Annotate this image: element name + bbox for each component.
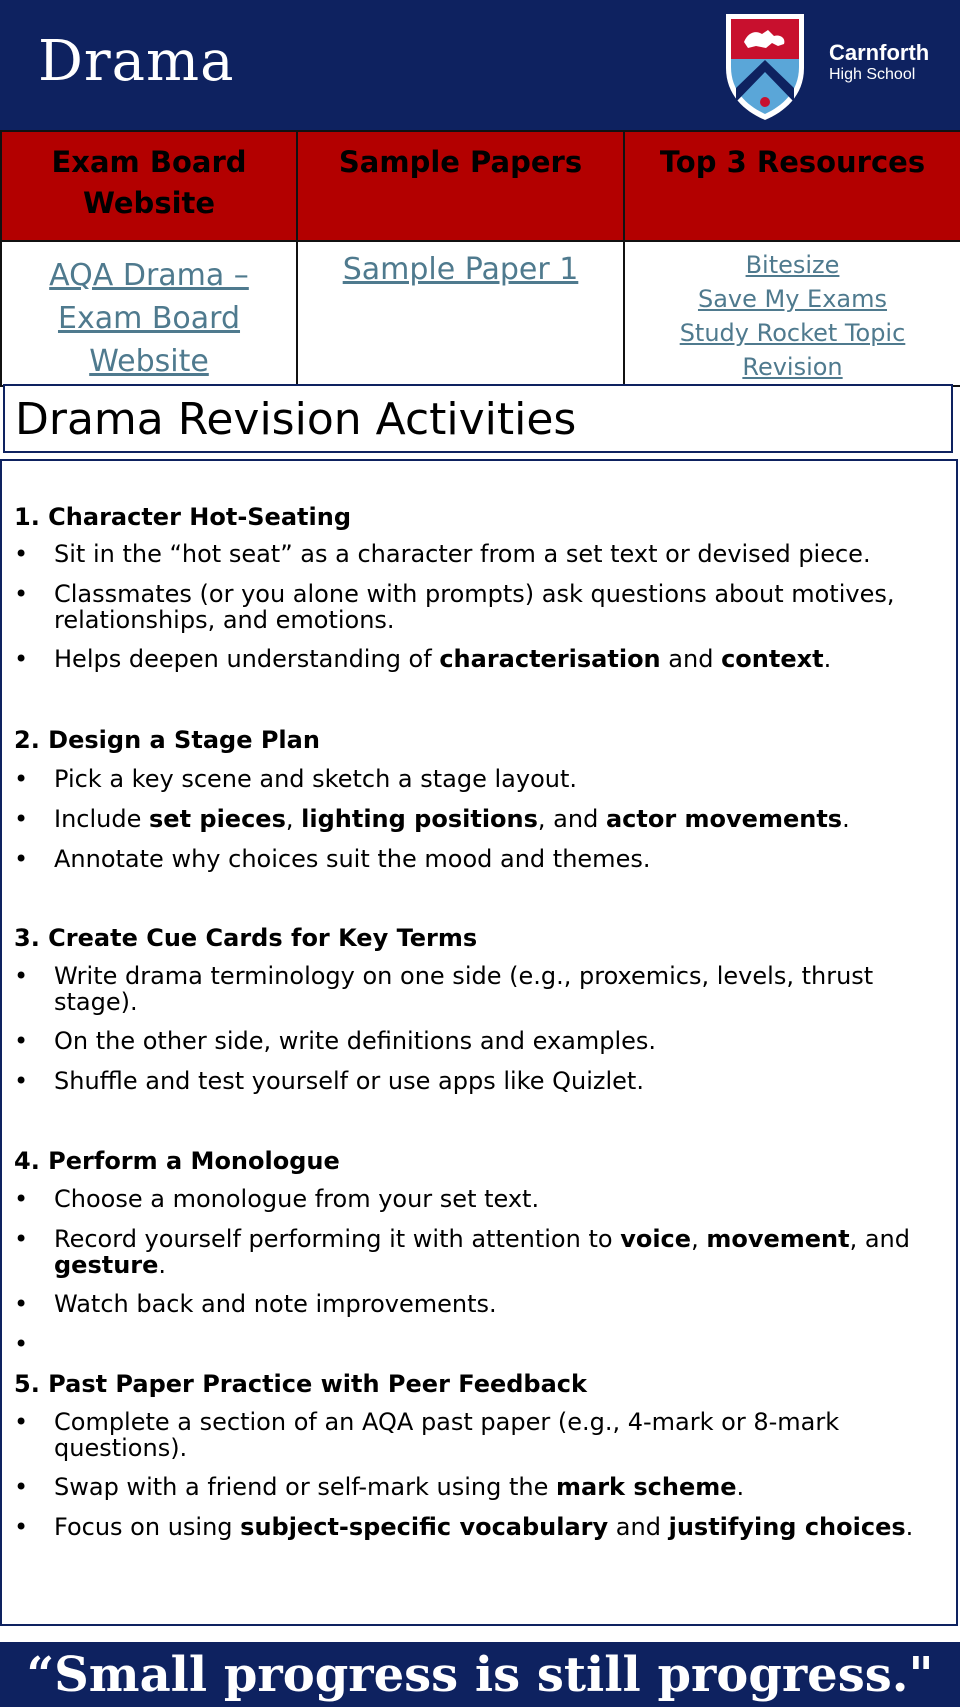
school-name-line1: Carnforth xyxy=(829,40,930,65)
section-heading: 5. Past Paper Practice with Peer Feedback xyxy=(14,1370,587,1398)
save-my-exams-link[interactable]: Save My Exams xyxy=(697,285,888,313)
header-exam-board: Exam Board Website xyxy=(1,131,297,241)
resources-table xyxy=(0,130,960,387)
sample-papers-cell xyxy=(297,241,624,386)
list-item: • Helps deepen understanding of characterisation and context. xyxy=(14,645,832,673)
section-heading: 4. Perform a Monologue xyxy=(14,1147,340,1175)
list-item: • Classmates (or you alone with prompts) ask questions about motives, relationships, and emotions. xyxy=(14,580,895,634)
list-item: • On the other side, write definitions and examples. xyxy=(14,1027,657,1055)
header-top-resources: Top 3 Resources xyxy=(624,131,960,241)
school-crest-icon xyxy=(722,10,808,122)
header-banner xyxy=(0,0,960,130)
list-item: • Complete a section of an AQA past paper (e.g., 4-mark or 8-mark questions). xyxy=(14,1408,840,1462)
school-name xyxy=(829,42,929,83)
list-item: • Choose a monologue from your set text. xyxy=(14,1185,540,1213)
list-item: • Watch back and note improvements. xyxy=(14,1290,497,1318)
list-item: • Shuffle and test yourself or use apps like Quizlet. xyxy=(14,1067,644,1095)
aqa-drama-link[interactable]: AQA Drama – Exam Board Website xyxy=(49,258,249,379)
exam-board-cell xyxy=(1,241,297,386)
study-rocket-link[interactable]: Study Rocket Topic Revision xyxy=(679,319,906,381)
activities-content: 1. Character Hot-Seating • Sit in the “hot seat” as a character from a set text or devised piece. • Classmates (or you alone with prompts) ask questions about motives, relationships, and emotions. • Helps deepen understanding of characterisation and context. 2. Design a Stage Plan • Pick a key scene and sketch a stage layout. • Include set pieces, lighting positions, and actor movements. • Annotate why choices suit the mood and themes. 3. Create Cue Cards for Key Terms • Write drama terminology on one side (e.g., proxemics, levels, thrust stage). • On the other side, write definitions and examples. • Shuffle and test yourself or use apps like Quizlet. 4. Perform a Monologue • Choose a monologue from your set text. • Record yourself performing it with attention to voice, movement, and gesture. • Watch back and note improvements. • 5. Past Paper Practice with Peer Feedback • Complete a section of an AQA past paper (e.g., 4-mark or 8-mark questions). • Swap with a friend or self-mark using the mark scheme. • Focus on using subject-specific vocabulary and justifying choices. xyxy=(0,459,958,1626)
list-item: • Record yourself performing it with attention to voice, movement, and gesture. xyxy=(14,1225,911,1279)
list-item: • Include set pieces, lighting positions, and actor movements. xyxy=(14,805,850,833)
list-item: • Pick a key scene and sketch a stage layout. xyxy=(14,765,578,793)
list-item: • Focus on using subject-specific vocabulary and justifying choices. xyxy=(14,1513,914,1541)
top-resources-cell xyxy=(624,241,960,386)
page-title: Drama xyxy=(38,29,235,94)
list-item: • Write drama terminology on one side (e.g., proxemics, levels, thrust stage). xyxy=(14,962,874,1016)
activities-title-box xyxy=(3,384,953,453)
section-heading: 3. Create Cue Cards for Key Terms xyxy=(14,924,478,952)
footer-quote: “Small progress is still progress." xyxy=(0,1642,960,1707)
bitesize-link[interactable]: Bitesize xyxy=(745,251,840,279)
list-item: • Swap with a friend or self-mark using the mark scheme. xyxy=(14,1473,745,1501)
section-heading: 2. Design a Stage Plan xyxy=(14,726,320,754)
school-name-line2: High School xyxy=(829,66,916,83)
activities-title: Drama Revision Activities xyxy=(15,394,577,445)
header-sample-papers: Sample Papers xyxy=(297,131,624,241)
list-item: • Sit in the “hot seat” as a character from a set text or devised piece. xyxy=(14,540,871,568)
section-heading: 1. Character Hot-Seating xyxy=(14,503,351,531)
sample-paper-1-link[interactable]: Sample Paper 1 xyxy=(342,252,579,287)
list-item: • Annotate why choices suit the mood and themes. xyxy=(14,845,651,873)
